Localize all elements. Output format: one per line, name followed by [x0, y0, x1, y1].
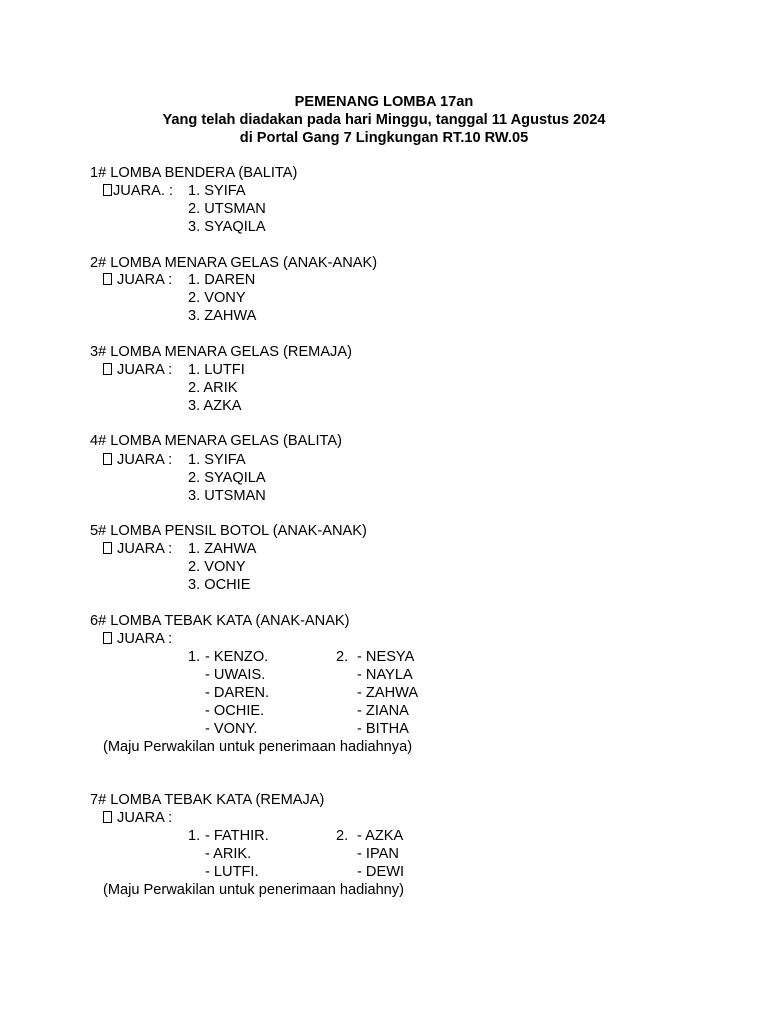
group2-member: - DEWI: [357, 864, 405, 880]
section-title-7: 7# LOMBA TEBAK KATA (REMAJA): [90, 792, 325, 808]
group1-member: - KENZO.: [205, 649, 269, 665]
group1-member: - OCHIE.: [205, 703, 265, 719]
checkbox-glyph-icon: [103, 811, 112, 823]
winner-2-1: 1. DAREN: [188, 272, 256, 288]
group2-member: - NESYA: [357, 649, 415, 665]
group2-member: - IPAN: [357, 846, 399, 862]
section-title-3: 3# LOMBA MENARA GELAS (REMAJA): [90, 344, 352, 360]
winner-1-3: 3. SYAQILA: [188, 219, 266, 235]
group2-label: 2.: [336, 828, 349, 844]
page-subtitle-date: Yang telah diadakan pada hari Minggu, tanggal 11 Agustus 2024: [162, 112, 606, 128]
group1-label: 1.: [188, 828, 201, 844]
section-note-6: (Maju Perwakilan untuk penerimaan hadiahnya): [103, 739, 413, 755]
winner-2-2: 2. VONY: [188, 290, 246, 306]
section-title-6: 6# LOMBA TEBAK KATA (ANAK-ANAK): [90, 613, 350, 629]
winner-4-1: 1. SYIFA: [188, 452, 246, 468]
checkbox-glyph-icon: [103, 273, 112, 285]
section-title-5: 5# LOMBA PENSIL BOTOL (ANAK-ANAK): [90, 523, 367, 539]
juara-label: JUARA :: [113, 631, 173, 647]
winner-3-2: 2. ARIK: [188, 380, 238, 396]
group2-label: 2.: [336, 649, 349, 665]
juara-row-6: [103, 630, 172, 648]
winner-1-2: 2. UTSMAN: [188, 201, 266, 217]
juara-row-7: [103, 809, 172, 827]
juara-label: JUARA :: [113, 362, 173, 378]
juara-row-2: [103, 271, 172, 289]
section-title-1: 1# LOMBA BENDERA (BALITA): [90, 165, 298, 181]
group1-member: - LUTFI.: [205, 864, 259, 880]
checkbox-glyph-icon: [103, 453, 112, 465]
group1-member: - ARIK.: [205, 846, 252, 862]
page-subtitle-location: di Portal Gang 7 Lingkungan RT.10 RW.05: [239, 130, 529, 146]
checkbox-glyph-icon: [103, 632, 112, 644]
juara-row-3: [103, 361, 172, 379]
group1-member: - FATHIR.: [205, 828, 269, 844]
group1-label: 1.: [188, 649, 201, 665]
checkbox-glyph-icon: [103, 363, 112, 375]
winner-1-1: 1. SYIFA: [188, 183, 246, 199]
juara-label: JUARA :: [113, 541, 173, 557]
group1-member: - DAREN.: [205, 685, 270, 701]
juara-label: JUARA. :: [113, 183, 174, 199]
winner-3-3: 3. AZKA: [188, 398, 242, 414]
section-title-4: 4# LOMBA MENARA GELAS (BALITA): [90, 433, 342, 449]
group1-member: - VONY.: [205, 721, 258, 737]
winner-5-2: 2. VONY: [188, 559, 246, 575]
group2-member: - ZIANA: [357, 703, 409, 719]
group1-member: - UWAIS.: [205, 667, 266, 683]
winner-2-3: 3. ZAHWA: [188, 308, 257, 324]
winner-4-2: 2. SYAQILA: [188, 470, 266, 486]
juara-label: JUARA :: [113, 452, 173, 468]
winner-4-3: 3. UTSMAN: [188, 488, 266, 504]
group2-member: - NAYLA: [357, 667, 413, 683]
group2-member: - BITHA: [357, 721, 409, 737]
winner-5-1: 1. ZAHWA: [188, 541, 257, 557]
group2-member: - AZKA: [357, 828, 404, 844]
juara-label: JUARA :: [113, 810, 173, 826]
checkbox-glyph-icon: [103, 184, 112, 196]
section-note-7: (Maju Perwakilan untuk penerimaan hadiahny): [103, 882, 404, 898]
juara-row-5: [103, 540, 172, 558]
juara-label: JUARA :: [113, 272, 173, 288]
winner-3-1: 1. LUTFI: [188, 362, 245, 378]
group2-member: - ZAHWA: [357, 685, 419, 701]
juara-row-1: [103, 182, 173, 200]
winner-5-3: 3. OCHIE: [188, 577, 251, 593]
page-title: PEMENANG LOMBA 17an: [294, 94, 474, 110]
juara-row-4: [103, 451, 172, 469]
section-title-2: 2# LOMBA MENARA GELAS (ANAK-ANAK): [90, 255, 378, 271]
checkbox-glyph-icon: [103, 542, 112, 554]
document-header: [0, 93, 768, 147]
